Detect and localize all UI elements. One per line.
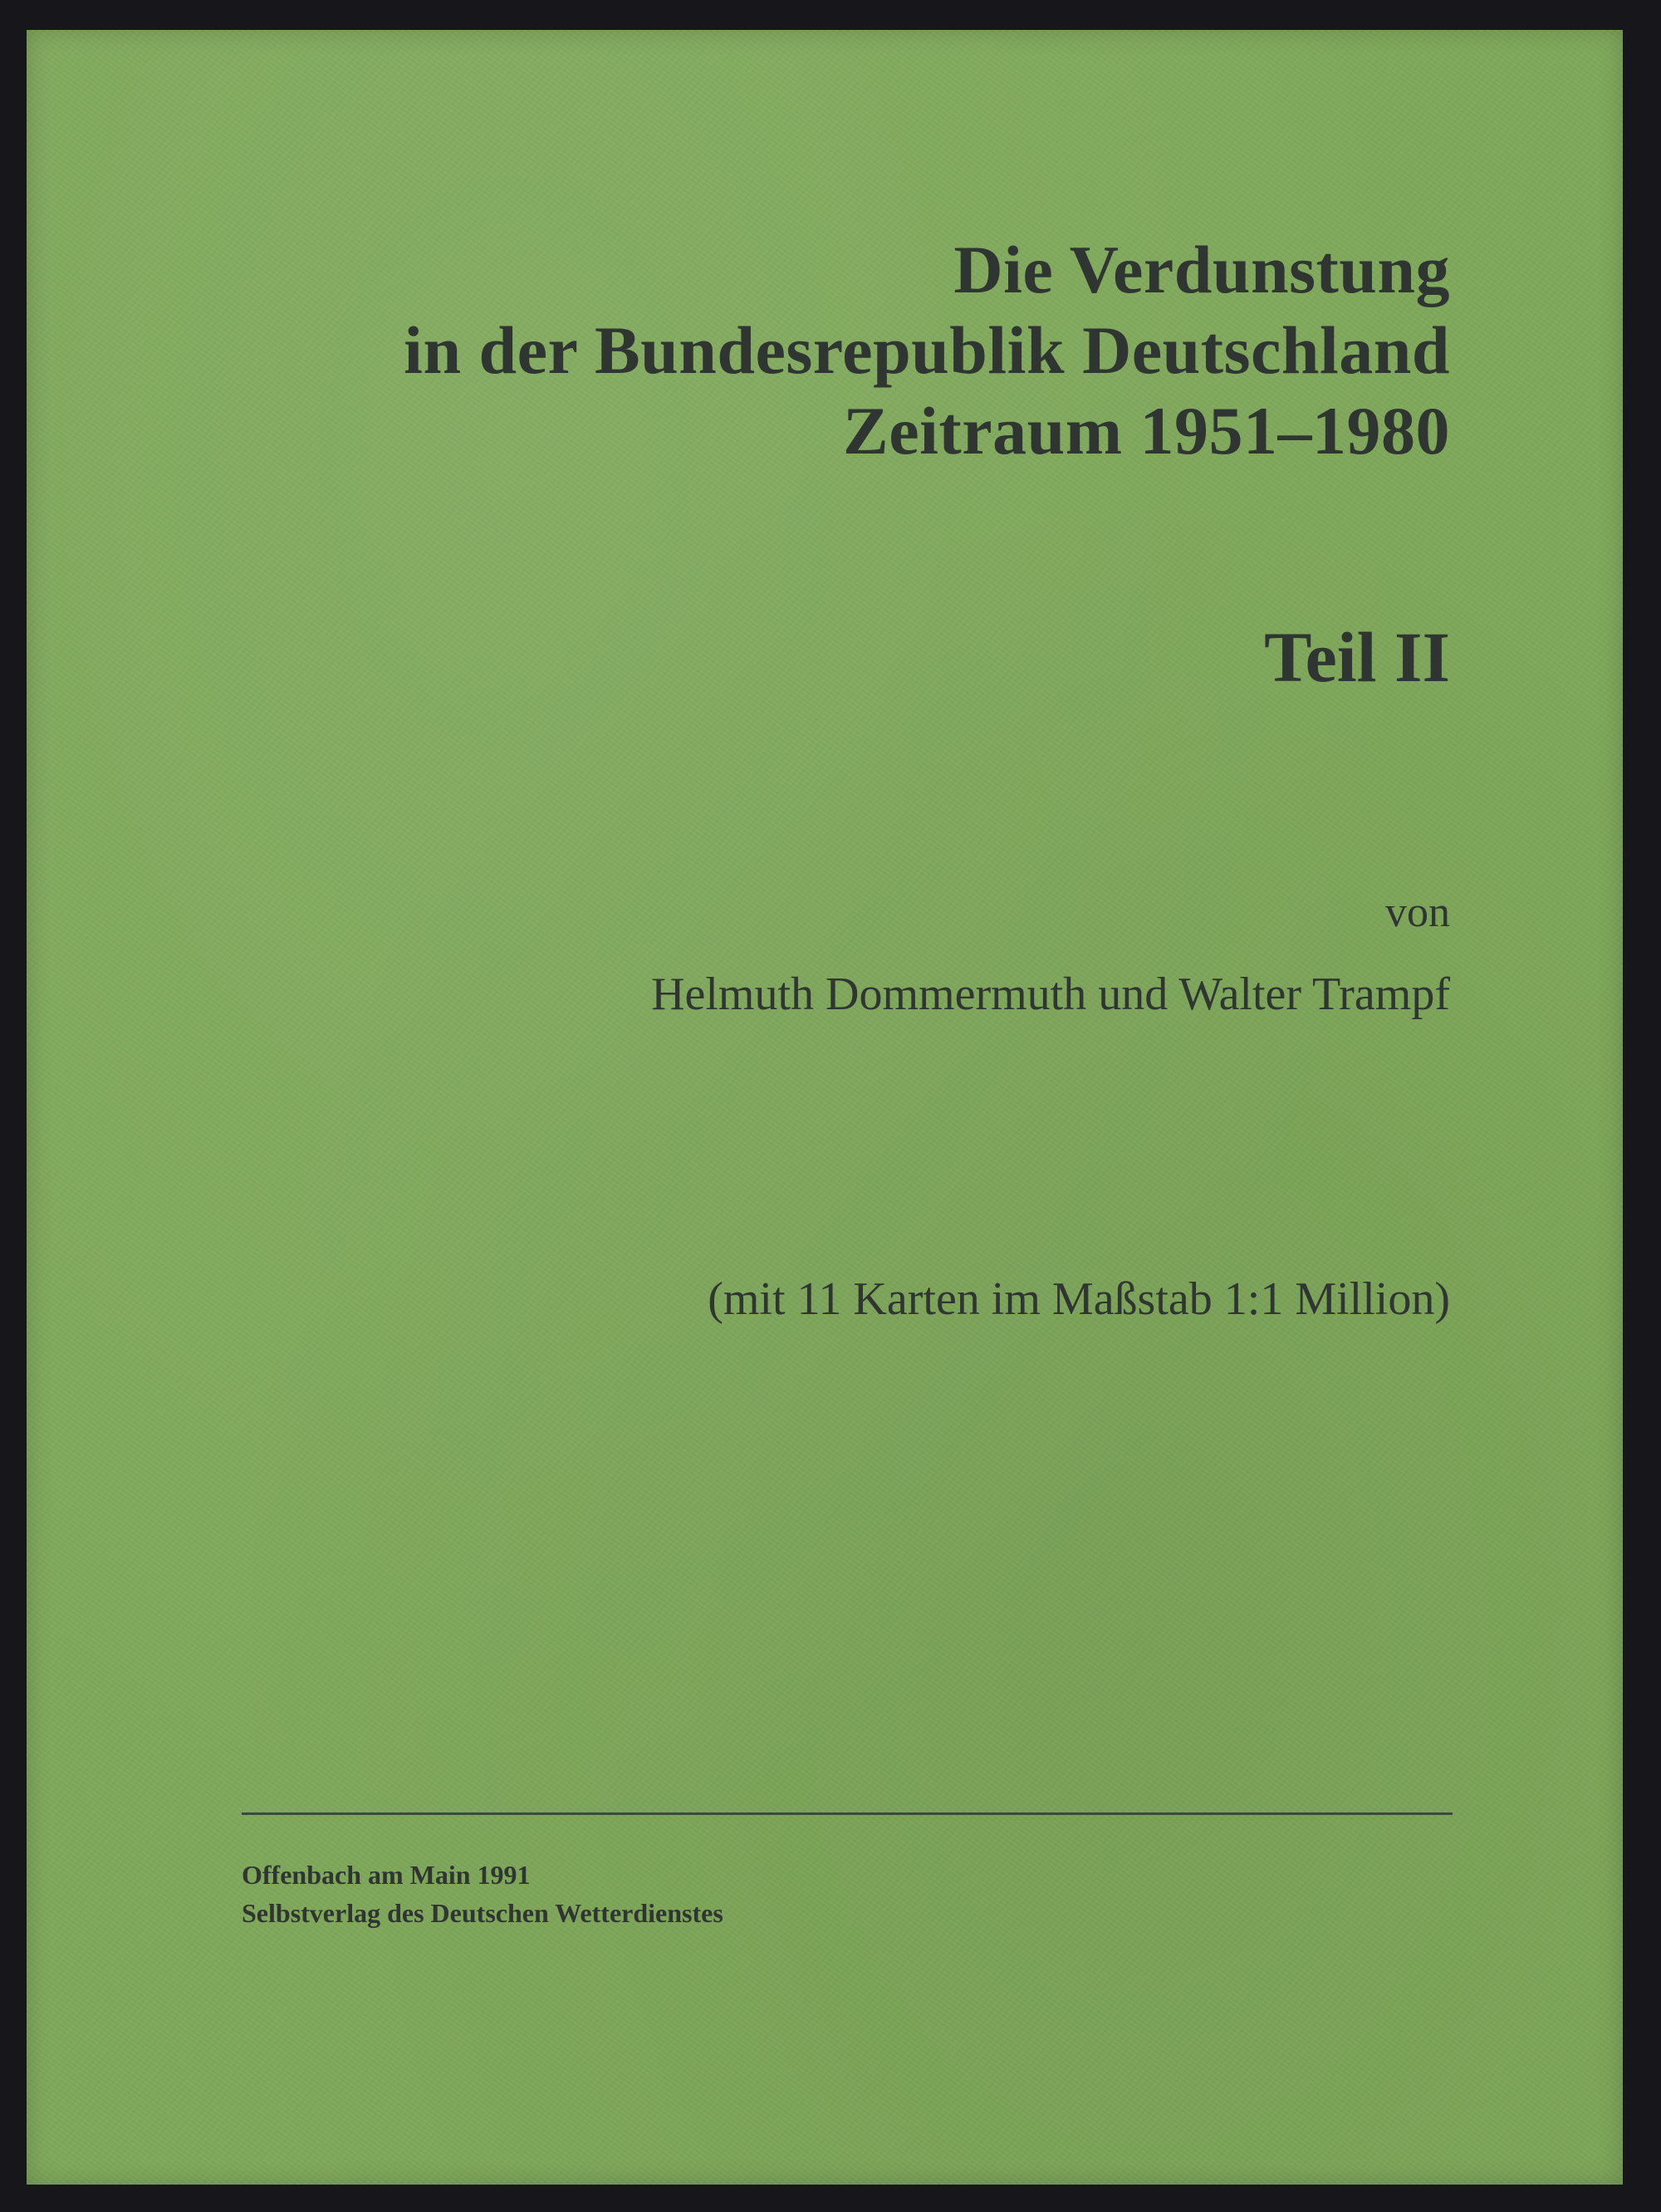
title-line-2: in der Bundesrepublik Deutschland	[404, 312, 1450, 388]
imprint-place-year: Offenbach am Main 1991	[242, 1860, 531, 1890]
imprint-publisher: Selbstverlag des Deutschen Wetterdienstes	[242, 1898, 723, 1928]
maps-note: (mit 11 Karten im Maßstab 1:1 Million)	[708, 1273, 1450, 1325]
title-line-3: Zeitraum 1951–1980	[843, 393, 1450, 468]
imprint	[242, 1856, 723, 1932]
book-cover	[27, 30, 1623, 2185]
by-label: von	[1385, 889, 1450, 936]
book-title	[404, 229, 1450, 471]
authors: Helmuth Dommermuth und Walter Trampf	[651, 969, 1450, 1020]
divider-rule	[242, 1812, 1453, 1815]
title-line-1: Die Verdunstung	[953, 232, 1450, 307]
volume-part: Teil II	[1264, 617, 1450, 697]
